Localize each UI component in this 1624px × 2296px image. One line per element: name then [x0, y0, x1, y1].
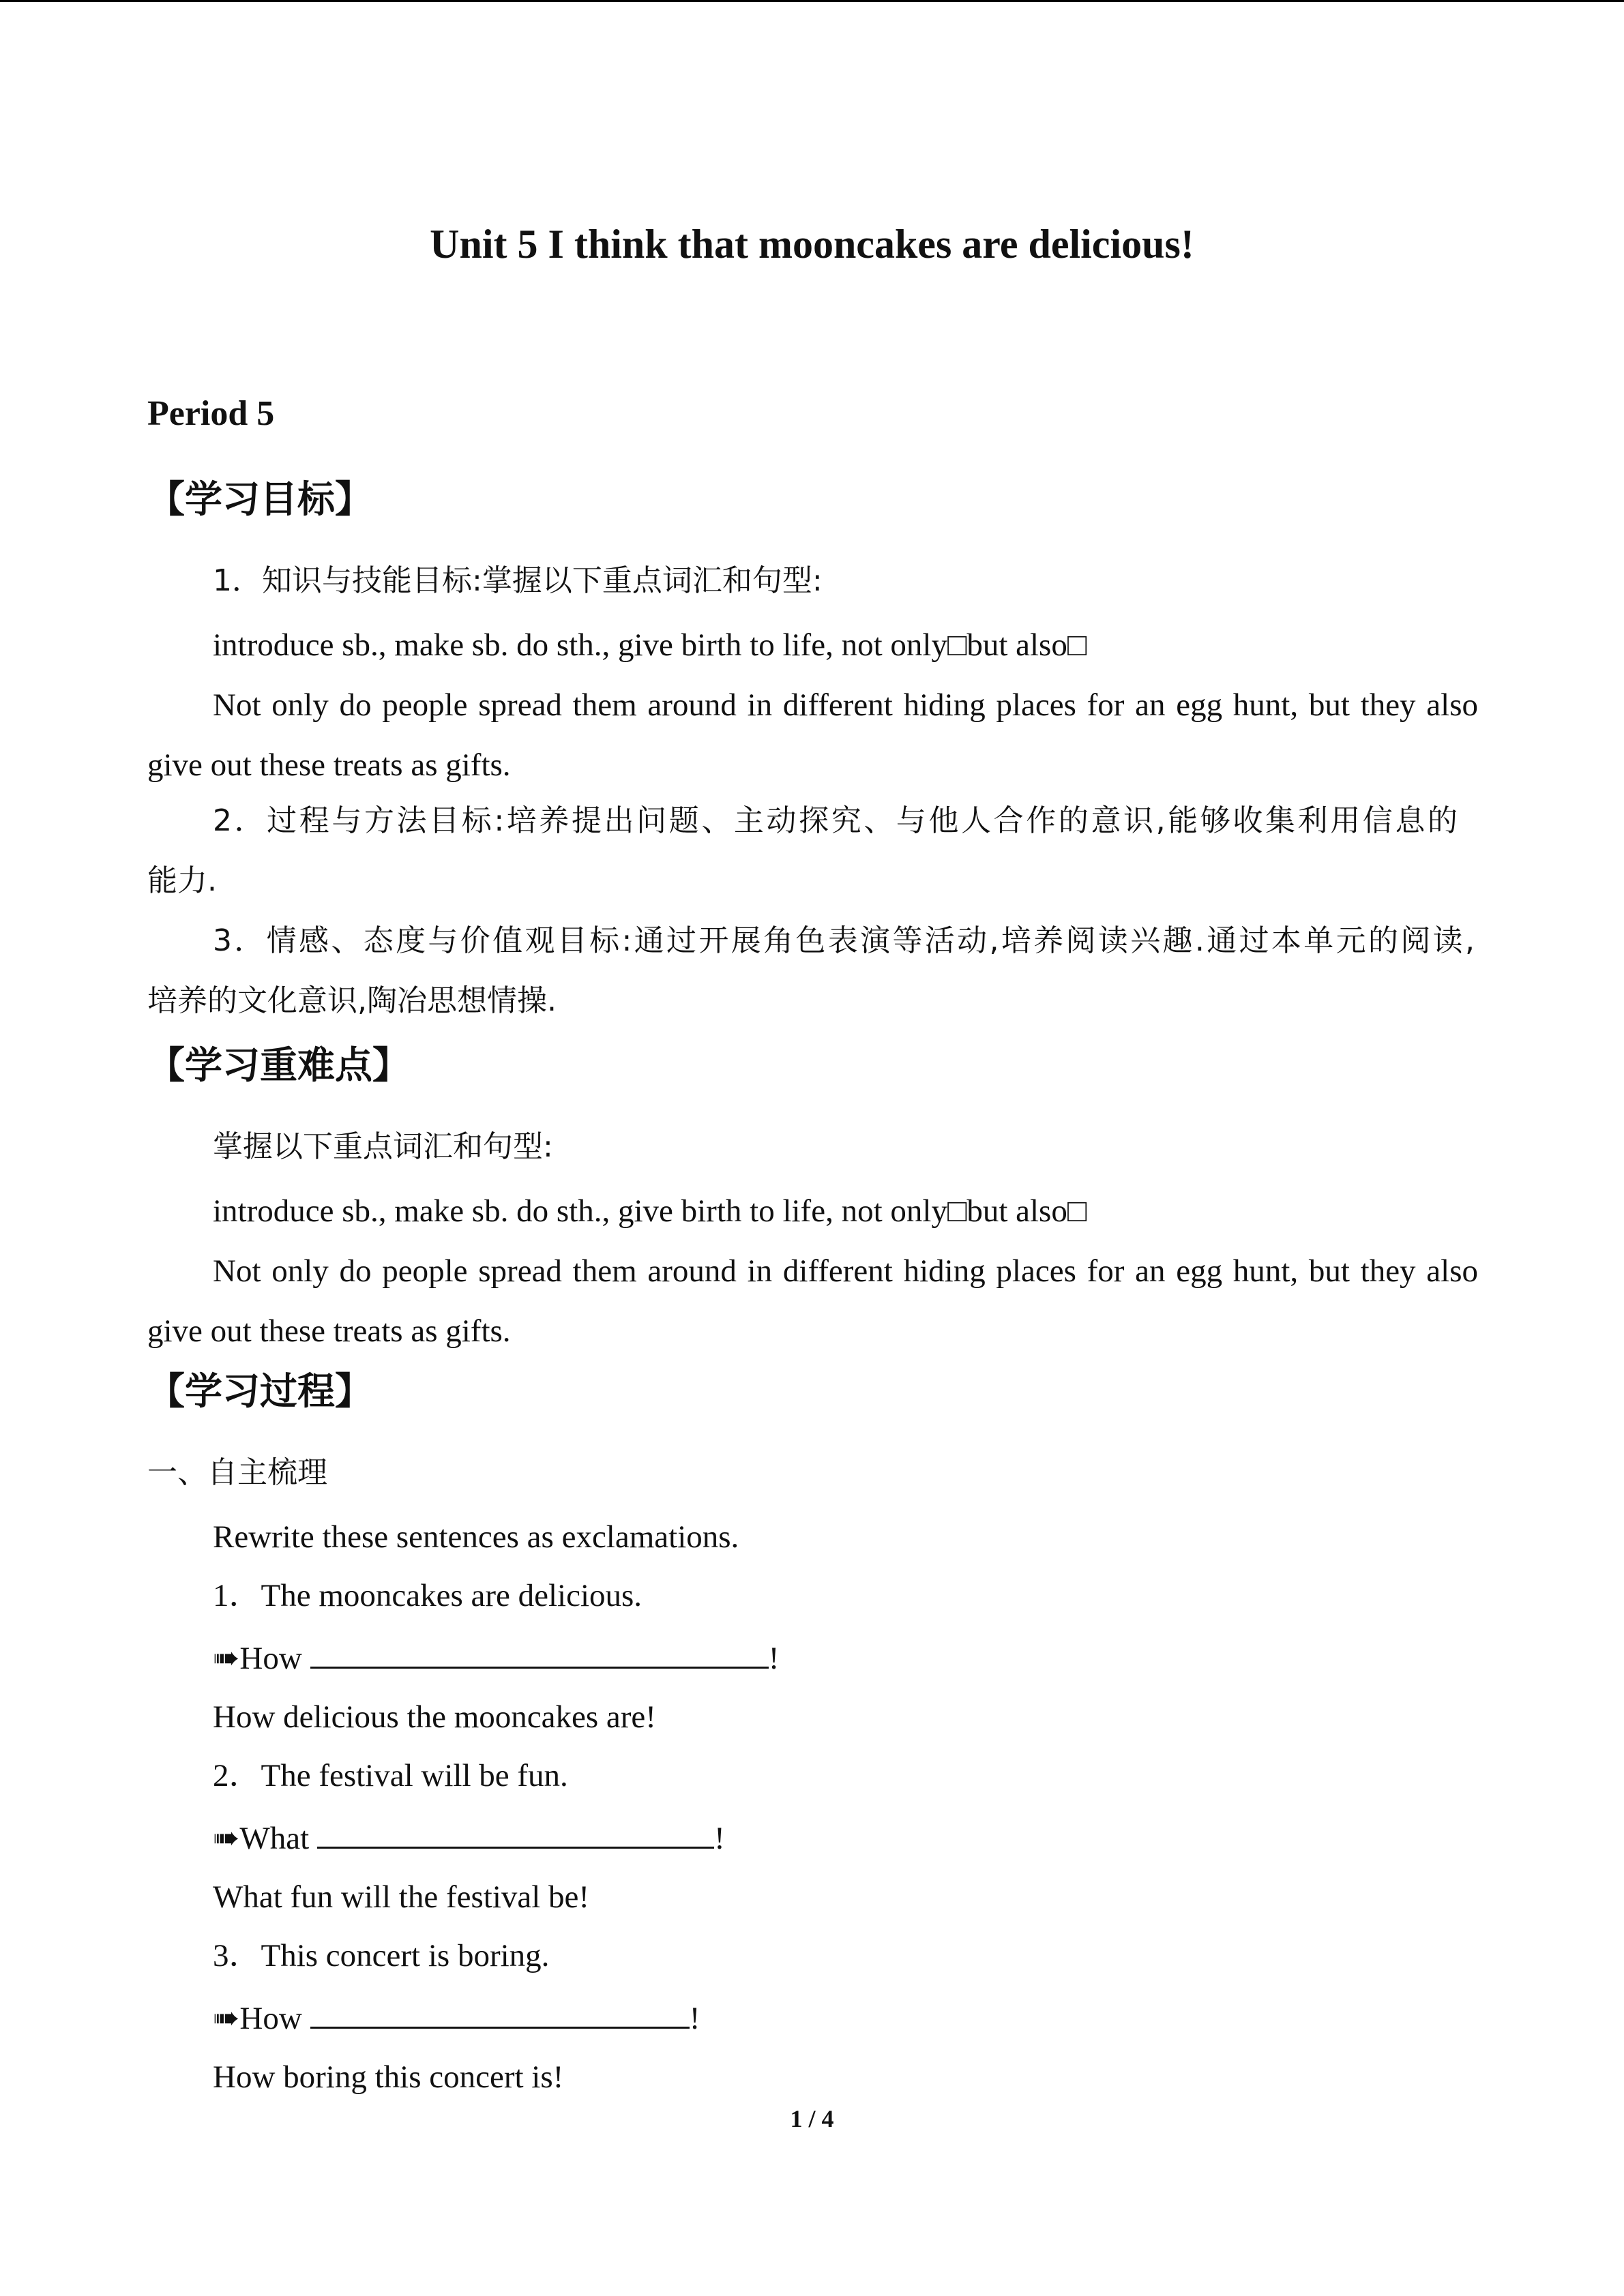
objective-example-line-2: give out these treats as gifts. [147, 747, 511, 783]
exercise-2-question: 2．The festival will be fun. [213, 1758, 568, 1793]
period-heading: Period 5 [147, 394, 275, 433]
objective-phrases: introduce sb., make sb. do sth., give birth to life, not only□but also□ [213, 627, 1087, 663]
exercise-3-answer: How boring this concert is! [213, 2059, 564, 2095]
exercise-3-blank[interactable] [310, 1995, 690, 2029]
objective-2-line-1: 2．过程与方法目标:培养提出问题、主动探究、与他人合作的意识,能够收集利用信息的 [213, 803, 1458, 838]
process-heading: 【学习过程】 [147, 1369, 373, 1413]
exercise-2-answer-line [213, 1815, 725, 1859]
objective-2-line-2: 能力. [147, 863, 217, 898]
objective-1: 1．知识与技能目标:掌握以下重点词汇和句型: [213, 563, 823, 598]
exercise-3-answer-line [213, 1995, 700, 2039]
exercise-1-answer: How delicious the mooncakes are! [213, 1699, 656, 1735]
exercise-1-answer-line [213, 1635, 779, 1679]
exercise-3-question: 3．This concert is boring. [213, 1938, 550, 1973]
keypoints-intro: 掌握以下重点词汇和句型: [213, 1129, 553, 1164]
exercise-1-blank[interactable] [310, 1635, 769, 1669]
exercise-3-end: ! [689, 2001, 700, 2036]
top-border-line [0, 0, 1624, 2]
objective-example-line-1: Not only do people spread them around in different hiding places for an egg hunt, but they also [213, 687, 1478, 723]
objectives-heading: 【学习目标】 [147, 477, 373, 521]
part1-title: 一、自主梳理 [147, 1455, 327, 1490]
exercise-1-question: 1．The mooncakes are delicious. [213, 1578, 643, 1613]
exercise-2-blank[interactable] [317, 1815, 714, 1849]
arrow-icon: ➠ [213, 1999, 240, 2037]
objective-3-line-1: 3．情感、态度与价值观目标:通过开展角色表演等活动,培养阅读兴趣.通过本单元的阅读, [213, 923, 1475, 958]
exercise-1-end: ! [768, 1641, 780, 1676]
arrow-icon: ➠ [213, 1639, 240, 1677]
objective-3-line-2: 培养的文化意识,陶冶思想情操. [147, 983, 557, 1018]
exercise-2-end: ! [714, 1821, 725, 1856]
document-title: Unit 5 I think that mooncakes are delicious! [430, 222, 1194, 267]
arrow-icon: ➠ [213, 1819, 240, 1857]
exercise-3-prompt: How [239, 2001, 302, 2036]
page-number: 1 / 4 [790, 2105, 834, 2132]
keypoints-heading: 【学习重难点】 [147, 1043, 411, 1087]
exercise-2-prompt: What [239, 1821, 310, 1856]
keypoints-phrases: introduce sb., make sb. do sth., give birth to life, not only□but also□ [213, 1193, 1087, 1229]
keypoints-example-line-1: Not only do people spread them around in different hiding places for an egg hunt, but they also [213, 1253, 1478, 1289]
keypoints-example-line-2: give out these treats as gifts. [147, 1313, 511, 1349]
exercise-2-answer: What fun will the festival be! [213, 1879, 590, 1915]
exercise-1-prompt: How [239, 1641, 302, 1676]
exercise-instruction: Rewrite these sentences as exclamations. [213, 1519, 739, 1555]
